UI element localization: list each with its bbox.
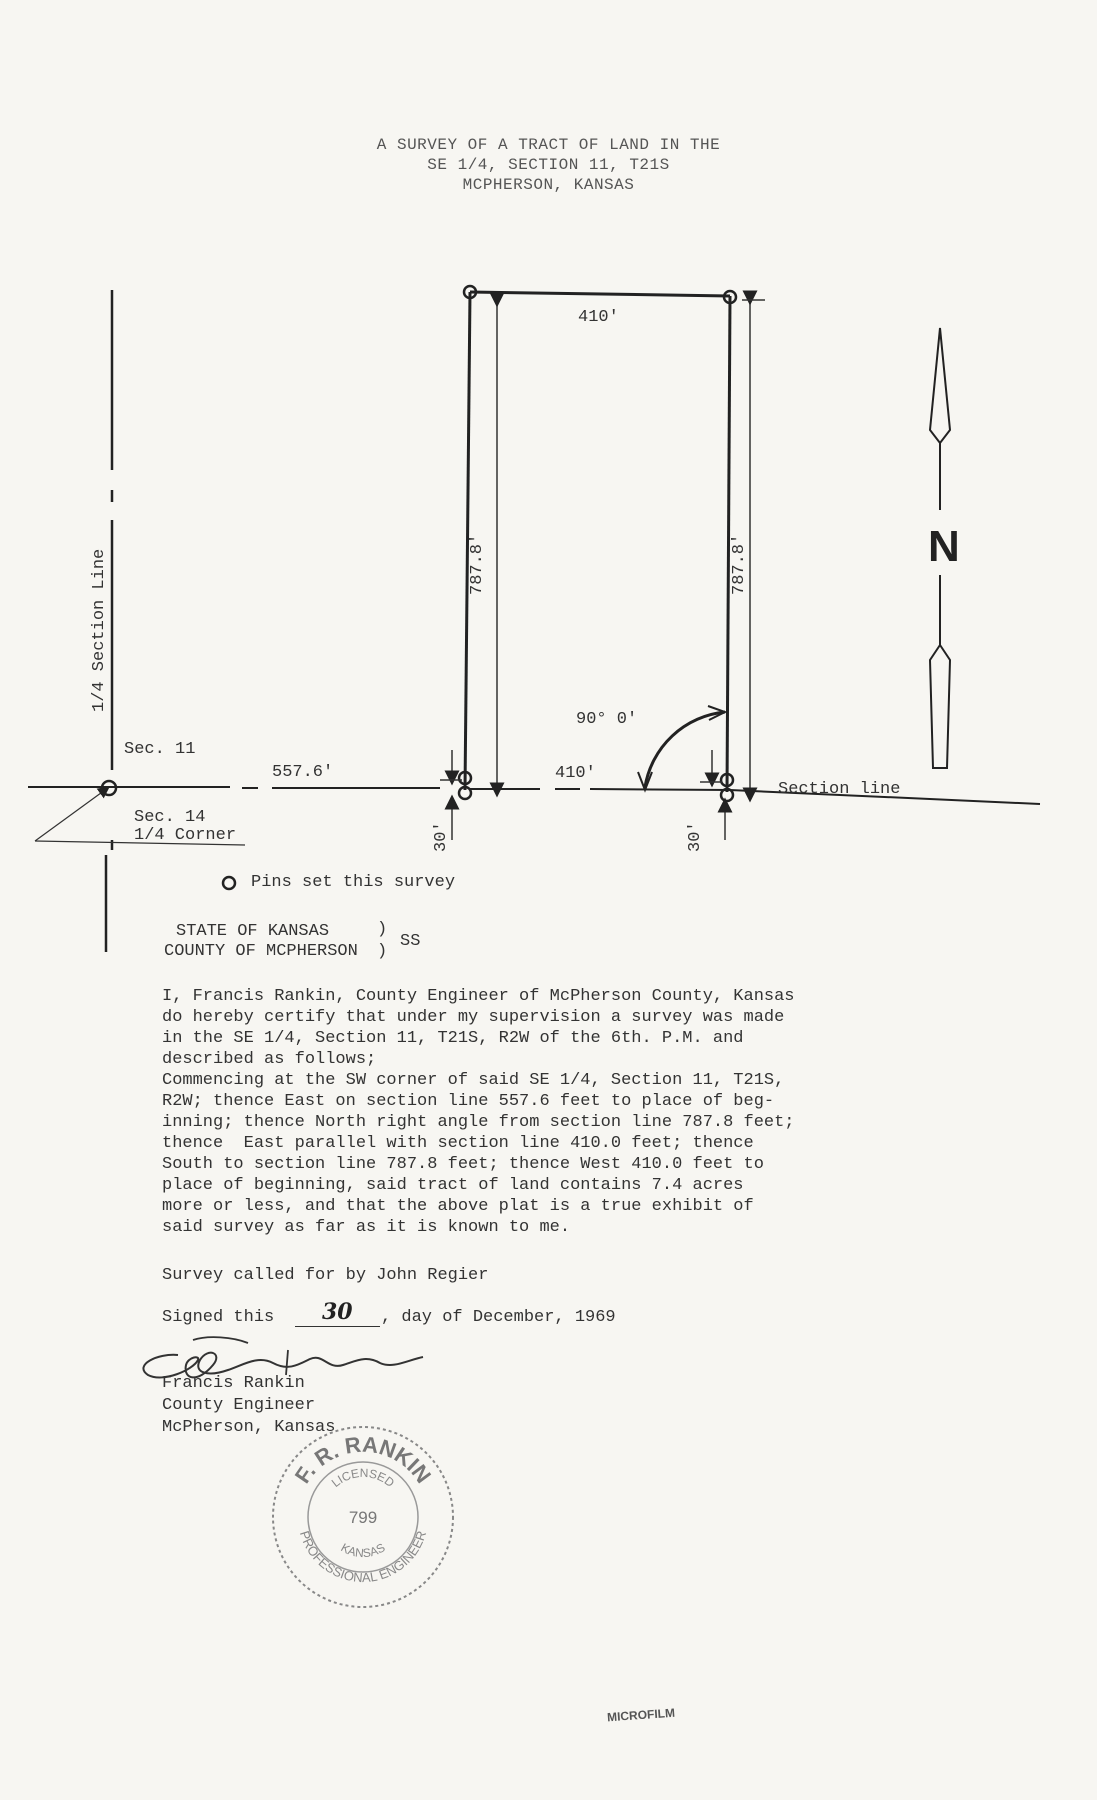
signer-title: County Engineer: [162, 1396, 316, 1415]
certification-text: [162, 986, 922, 1238]
angle-label: 90° 0': [576, 710, 638, 729]
survey-called-for: Survey called for by John Regier: [162, 1266, 489, 1285]
engineer-seal: [268, 1422, 458, 1612]
county-paren: ): [377, 942, 388, 961]
document-title: A SURVEY OF A TRACT OF LAND IN THE: [376, 136, 721, 154]
county-label: COUNTY OF MCPHERSON: [164, 942, 358, 961]
certification-line: Commencing at the SW corner of said SE 1/4, Section 11, T21S,: [162, 1071, 785, 1090]
certification-line: thence East parallel with section line 410.0 feet; thence: [162, 1134, 754, 1153]
section-line-label: Section line: [778, 780, 901, 799]
quarter-corner-label: 1/4 Corner: [134, 826, 237, 845]
microfilm-mark: MICROFILM: [606, 1705, 676, 1725]
signer-name: Francis Rankin: [162, 1374, 305, 1393]
certification-line: more or less, and that the above plat is a true exhibit of: [162, 1197, 754, 1216]
top-dimension-label: 410': [578, 308, 619, 327]
seal-profession: PROFESSIONAL ENGINEER: [296, 1528, 430, 1586]
offset-left-label: 30': [432, 821, 451, 852]
tract-north-boundary: [470, 292, 730, 296]
bottom-dimension-label: 410': [555, 764, 596, 783]
certification-line: R2W; thence East on section line 557.6 feet to place of beg-: [162, 1092, 775, 1111]
certification-line: described as follows;: [162, 1050, 377, 1069]
document-subtitle-location: MCPHERSON, KANSAS: [462, 176, 635, 194]
sec14-label: Sec. 14: [134, 808, 206, 827]
legend-label: Pins set this survey: [251, 873, 456, 892]
offset-right-label: 30': [686, 821, 705, 852]
certification-line: do hereby certify that under my supervision a survey was made: [162, 1008, 785, 1027]
document-subtitle-section: SE 1/4, SECTION 11, T21S: [427, 156, 670, 174]
north-label: N: [928, 522, 960, 571]
left-side-dimension-label: 787.8': [468, 533, 487, 595]
certification-line: I, Francis Rankin, County Engineer of McPherson County, Kansas: [162, 987, 795, 1006]
state-label: STATE OF KANSAS: [176, 922, 330, 941]
seal-licensed: LICENSED: [328, 1465, 398, 1491]
quarter-section-line-label: 1/4 Section Line: [90, 548, 109, 712]
certification-line: place of beginning, said tract of land contains 7.4 acres: [162, 1176, 744, 1195]
certification-line: said survey as far as it is known to me.: [162, 1218, 571, 1237]
certification-line: South to section line 787.8 feet; thence West 410.0 feet to: [162, 1155, 764, 1174]
seal-name: F. R. RANKIN: [289, 1431, 437, 1488]
certification-line: in the SE 1/4, Section 11, T21S, R2W of the 6th. P.M. and: [162, 1029, 744, 1048]
ss-label: SS: [400, 932, 421, 951]
signed-prefix: Signed this: [162, 1308, 275, 1327]
certification-line: inning; thence North right angle from section line 787.8 feet;: [162, 1113, 795, 1132]
angle-arc: [645, 712, 725, 787]
state-paren: ): [377, 920, 388, 939]
seal-state: KANSAS: [338, 1540, 388, 1561]
right-side-dimension-label: 787.8': [730, 533, 749, 595]
west-offset-label: 557.6': [272, 763, 334, 782]
seal-number: 799: [348, 1508, 378, 1527]
signer-location: McPherson, Kansas: [162, 1418, 336, 1437]
handwritten-signature: [138, 1325, 438, 1405]
signed-day: 30: [322, 1299, 353, 1325]
sec11-label: Sec. 11: [124, 740, 196, 759]
signed-suffix: , day of December, 1969: [381, 1308, 616, 1327]
legend-pin-icon: [223, 877, 235, 889]
